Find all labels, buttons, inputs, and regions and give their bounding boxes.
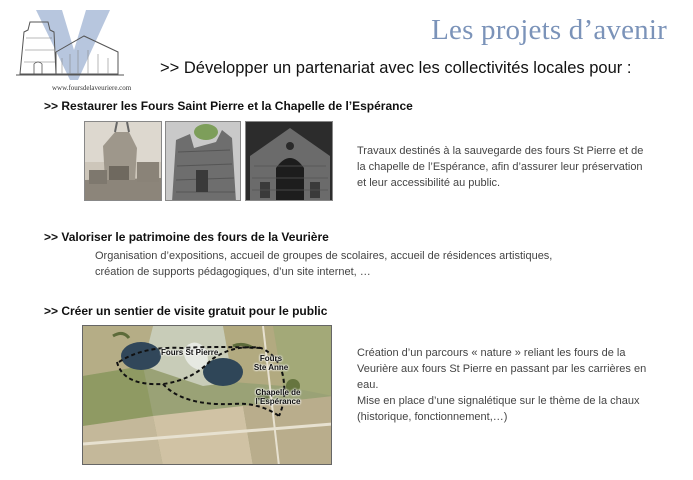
section-sentier-description: Création d’un parcours « nature » reliant les fours de la Veurière aux fours St Pierre en passant par les carrières en eau. Mise en place d’une signalétique sur le thème de la chaux (historique, fonctionnement,…) bbox=[357, 347, 647, 423]
map-label-ste-anne: Fours Ste Anne bbox=[253, 354, 289, 372]
page-subtitle: >> Développer un partenariat avec les collectivités locales pour : bbox=[160, 59, 632, 77]
map-label-st-pierre: Fours St Pierre bbox=[161, 348, 219, 357]
section-valoriser-description: Organisation d’expositions, accueil de groupes de scolaires, accueil de résidences artistiques, création de supports pédagogiques, d’un site internet, … bbox=[95, 250, 553, 278]
photo-fours-st-pierre bbox=[84, 121, 162, 201]
map-label-chapelle: Chapelle de l’Espérance bbox=[255, 388, 301, 406]
sentier-map bbox=[82, 325, 332, 465]
page-title: Les projets d’avenir bbox=[431, 14, 667, 46]
section-restaurer-description: Travaux destinés à la sauvegarde des fours St Pierre et de la chapelle de l’Espérance, afin d’assurer leur préservation et leur accessibilité au public. bbox=[357, 145, 644, 189]
photo-chapelle-esperance bbox=[245, 121, 333, 201]
section-valoriser-heading: >> Valoriser le patrimoine des fours de la Veurière bbox=[44, 230, 329, 244]
logo-url: www.foursdelaveuriere.com bbox=[52, 84, 132, 92]
photo-four-ruine bbox=[165, 121, 241, 201]
section-restaurer-heading: >> Restaurer les Fours Saint Pierre et la Chapelle de l’Espérance bbox=[44, 99, 413, 113]
logo-illustration bbox=[14, 8, 134, 90]
section-sentier-heading: >> Créer un sentier de visite gratuit pour le public bbox=[44, 304, 328, 318]
logo bbox=[14, 8, 134, 90]
